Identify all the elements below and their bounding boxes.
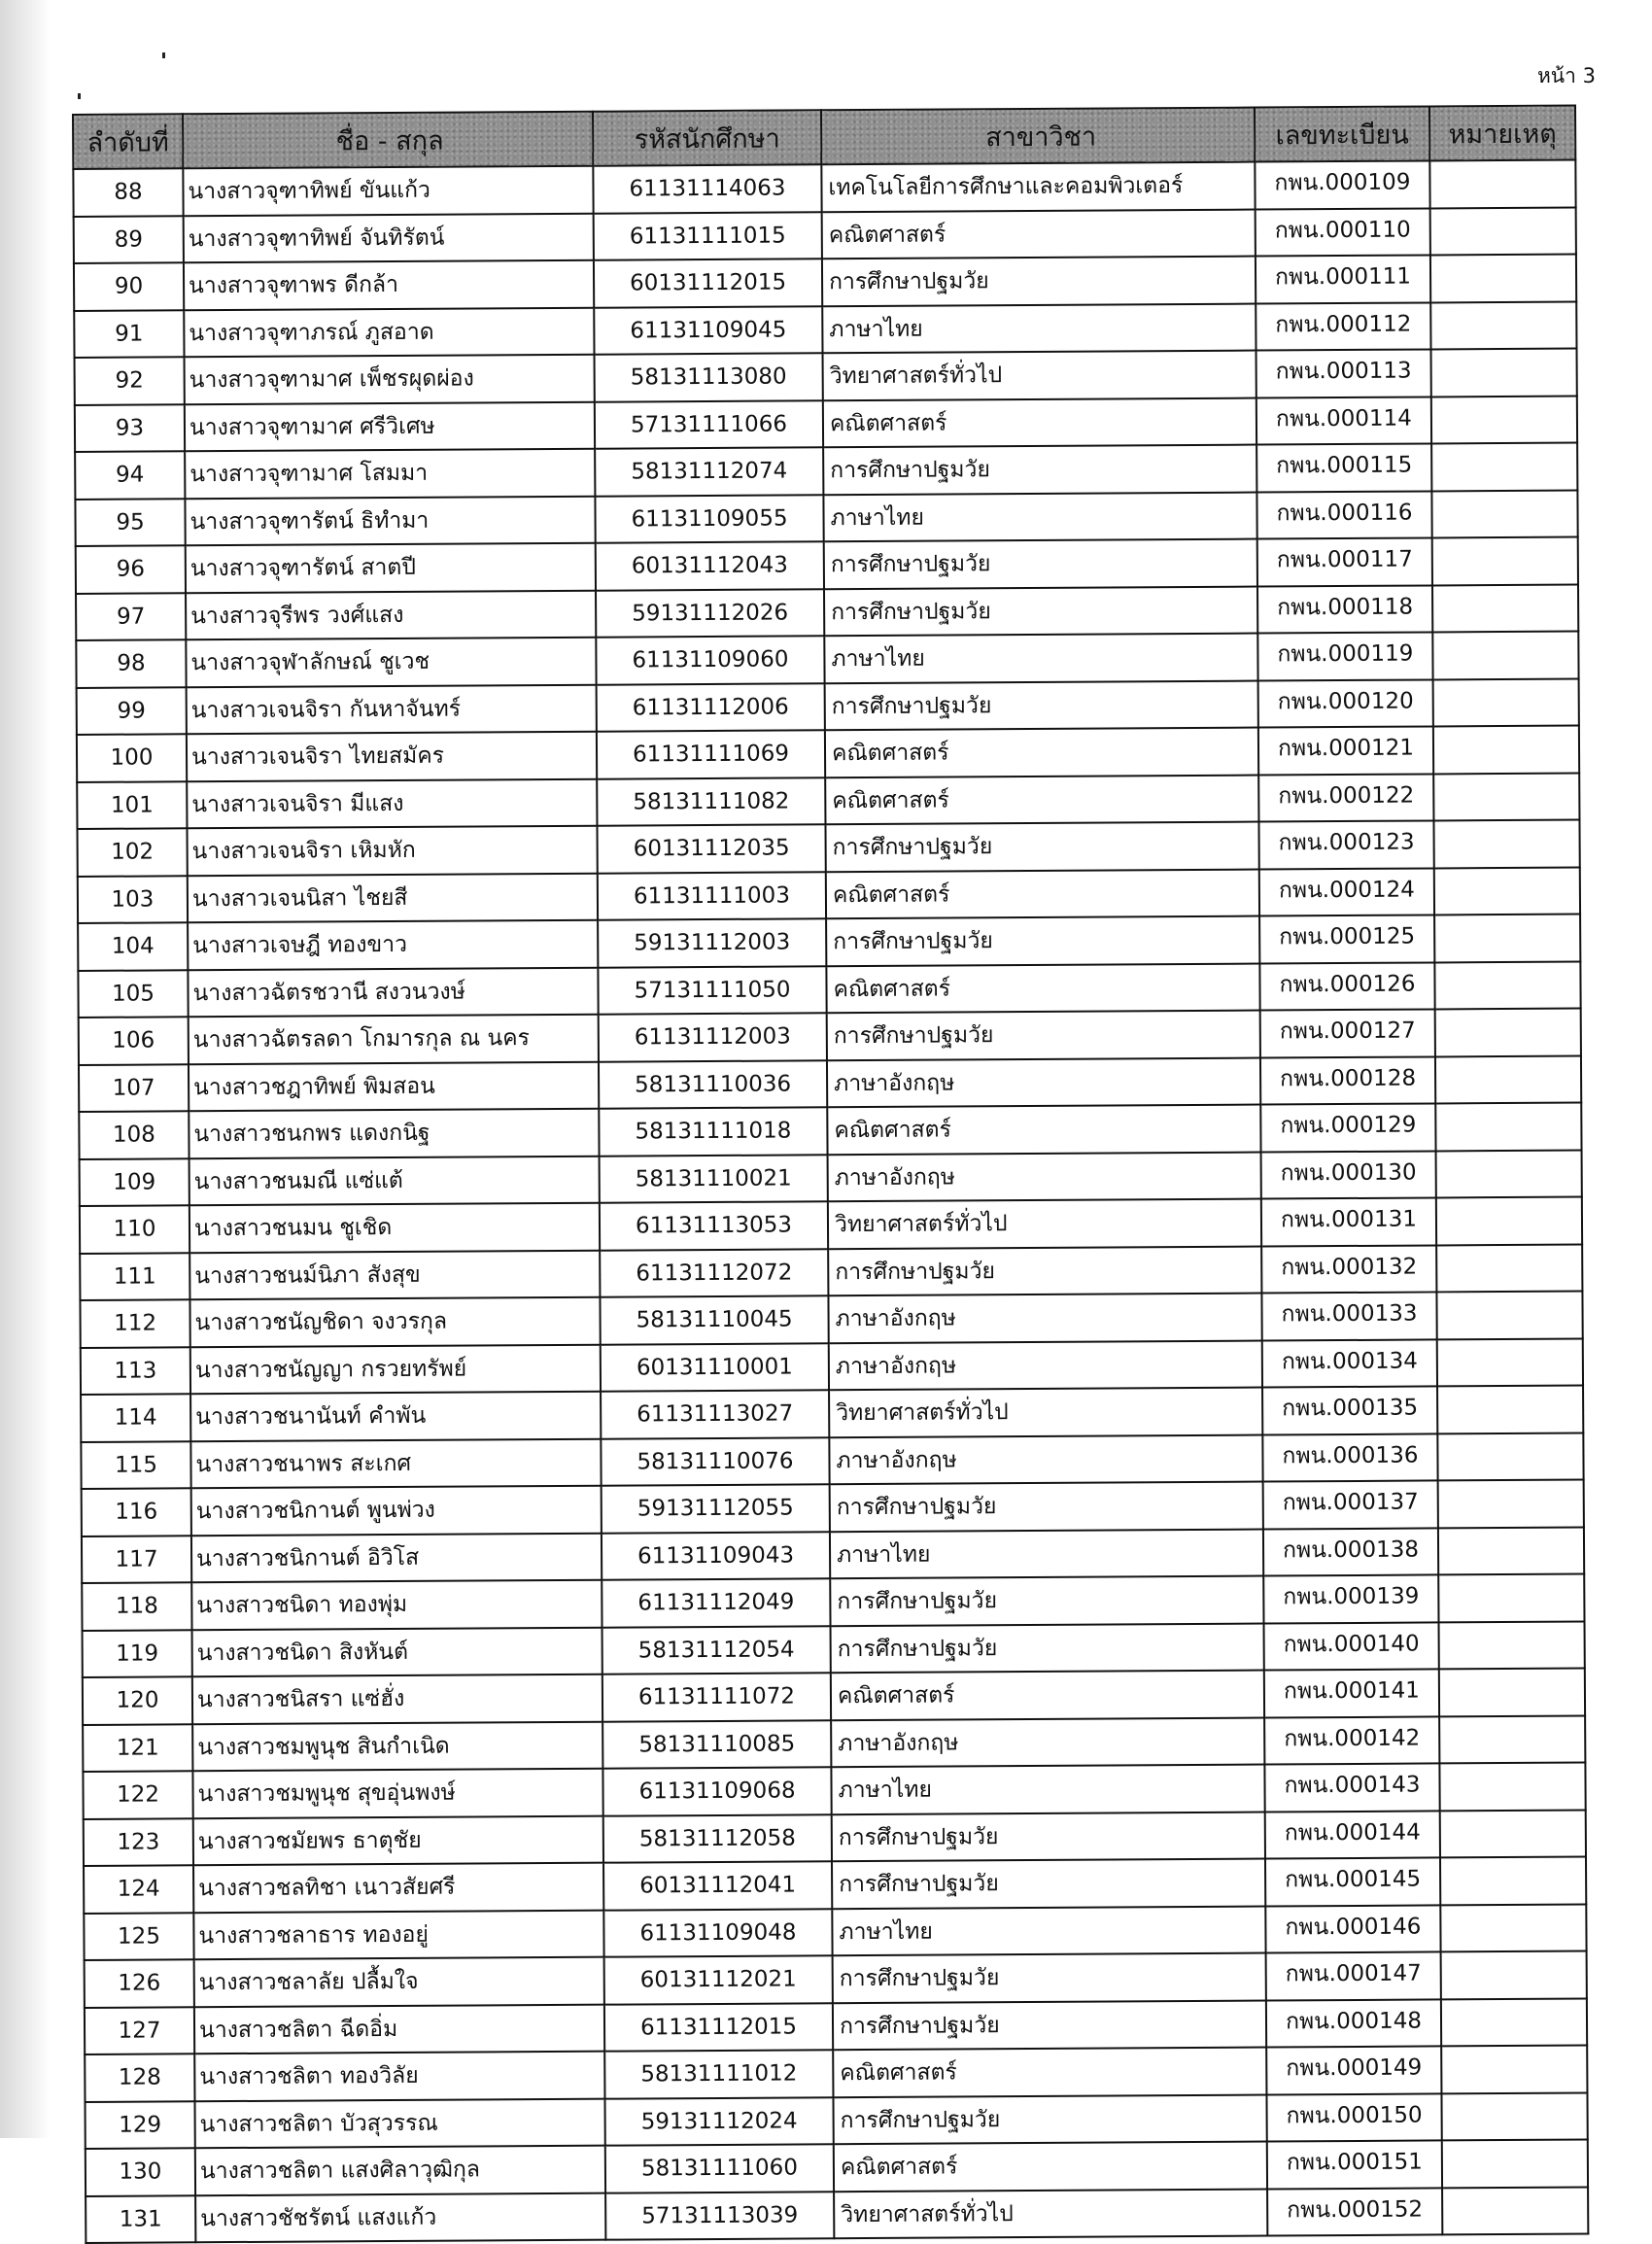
cell-no: 101 <box>77 781 187 829</box>
cell-name: นางสาวฉัตรชวานี สงวนวงษ์ <box>188 967 598 1017</box>
scan-speck <box>78 93 81 99</box>
cell-subject: ภาษาไทย <box>830 1529 1263 1578</box>
cell-remark <box>1436 1244 1582 1292</box>
cell-registration: กพน.000136 <box>1262 1433 1437 1482</box>
cell-subject: การศึกษาปฐมวัย <box>824 586 1257 636</box>
cell-name: นางสาวชลทิชา เนาวสัยศรี <box>193 1863 603 1913</box>
cell-student-id: 60131112035 <box>597 824 825 873</box>
cell-no: 93 <box>75 404 185 452</box>
cell-no: 103 <box>78 876 188 923</box>
cell-registration: กพน.000117 <box>1257 537 1432 586</box>
cell-name: นางสาวชนิสรา แซ่ฮั่ง <box>192 1674 602 1724</box>
cell-name: นางสาวชฎาทิพย์ พิมสอน <box>189 1061 599 1111</box>
cell-no: 122 <box>83 1771 192 1818</box>
cell-registration: กพน.000143 <box>1264 1763 1439 1812</box>
cell-student-id: 59131112003 <box>598 918 826 967</box>
cell-registration: กพน.000115 <box>1256 443 1431 492</box>
cell-name: นางสาวชมพูนุช สุขอุ่นพงษ์ <box>192 1769 602 1818</box>
cell-remark <box>1430 207 1576 255</box>
cell-registration: กพน.000130 <box>1261 1151 1436 1199</box>
cell-registration: กพน.000125 <box>1259 915 1434 963</box>
cell-no: 100 <box>77 734 187 781</box>
cell-subject: การศึกษาปฐมวัย <box>833 1953 1266 2003</box>
cell-name: นางสาวจุฑาภรณ์ ภูสอาด <box>184 307 594 357</box>
cell-registration: กพน.000121 <box>1258 726 1433 775</box>
cell-registration: กพน.000148 <box>1266 1999 1441 2048</box>
cell-student-id: 58131111018 <box>599 1107 827 1156</box>
cell-no: 92 <box>75 357 185 404</box>
cell-remark <box>1435 1103 1581 1151</box>
cell-registration: กพน.000126 <box>1259 962 1434 1011</box>
cell-registration: กพน.000137 <box>1263 1480 1438 1529</box>
cell-subject: คณิตศาสตร์ <box>833 2048 1266 2097</box>
cell-registration: กพน.000120 <box>1258 679 1433 728</box>
cell-registration: กพน.000139 <box>1263 1574 1438 1623</box>
table-header-row <box>73 106 1575 169</box>
cell-student-id: 58131110085 <box>602 1720 831 1769</box>
cell-no: 104 <box>78 922 188 970</box>
cell-student-id: 58131112074 <box>595 447 823 496</box>
cell-registration: กพน.000113 <box>1256 349 1431 397</box>
cell-student-id: 57131111050 <box>598 966 826 1015</box>
cell-subject: เทคโนโลยีการศึกษาและคอมพิวเตอร์ <box>821 162 1255 212</box>
cell-registration: กพน.000129 <box>1260 1103 1435 1152</box>
cell-student-id: 61131109048 <box>603 1909 832 1957</box>
cell-remark <box>1435 1055 1581 1103</box>
header-remark: หมายเหตุ <box>1429 106 1575 161</box>
cell-subject: ภาษาไทย <box>823 492 1256 541</box>
cell-name: นางสาวเจษฎี ทองขาว <box>188 920 598 970</box>
cell-student-id: 60131112043 <box>596 541 824 590</box>
cell-remark <box>1434 867 1580 915</box>
cell-student-id: 61131112072 <box>600 1249 828 1297</box>
cell-student-id: 60131112041 <box>603 1861 832 1910</box>
cell-registration: กพน.000124 <box>1259 868 1434 916</box>
cell-subject: คณิตศาสตร์ <box>826 869 1259 918</box>
cell-remark <box>1438 1574 1584 1622</box>
cell-name: นางสาวชลิตา แสงศิลาวุฒิกุล <box>195 2146 605 2195</box>
cell-subject: วิทยาศาสตร์ทั่วไป <box>829 1388 1262 1437</box>
cell-name: นางสาวเจนจิรา กันหาจันทร์ <box>187 684 597 734</box>
cell-no: 115 <box>81 1441 190 1489</box>
cell-subject: คณิตศาสตร์ <box>831 1671 1264 1720</box>
header-registration: เลขทะเบียน <box>1255 106 1429 161</box>
cell-name: นางสาวจุฑามาศ เพ็ชรผุดผ่อง <box>185 355 595 404</box>
cell-registration: กพน.000135 <box>1262 1386 1437 1434</box>
cell-student-id: 61131114063 <box>593 164 821 213</box>
cell-no: 121 <box>83 1724 192 1772</box>
cell-student-id: 61131112006 <box>597 683 825 732</box>
cell-subject: การศึกษาปฐมวัย <box>830 1576 1263 1626</box>
cell-registration: กพน.000112 <box>1256 302 1430 351</box>
cell-student-id: 57131111066 <box>595 400 823 449</box>
cell-no: 131 <box>86 2195 195 2243</box>
cell-student-id: 61131113027 <box>601 1390 829 1438</box>
cell-subject: ภาษาอังกฤษ <box>829 1434 1262 1484</box>
cell-registration: กพน.000150 <box>1266 2093 1441 2142</box>
cell-registration: กพน.000140 <box>1264 1622 1439 1671</box>
header-no: ลำดับที่ <box>73 114 183 169</box>
cell-subject: คณิตศาสตร์ <box>823 397 1256 447</box>
cell-no: 95 <box>75 499 185 546</box>
cell-subject: ภาษาอังกฤษ <box>829 1340 1262 1390</box>
cell-name: นางสาวชนกพร แดงกนิฐ <box>189 1109 599 1158</box>
cell-subject: วิทยาศาสตร์ทั่วไป <box>828 1199 1261 1249</box>
cell-registration: กพน.000149 <box>1266 2046 1441 2094</box>
cell-student-id: 58131113080 <box>595 353 823 401</box>
cell-remark <box>1431 490 1577 537</box>
cell-remark <box>1442 2140 1588 2188</box>
cell-student-id: 61131112003 <box>599 1013 827 1061</box>
cell-student-id: 58131112054 <box>602 1626 831 1674</box>
cell-remark <box>1433 678 1579 726</box>
header-name: ชื่อ - สกุล <box>183 112 593 169</box>
cell-subject: ภาษาอังกฤษ <box>831 1717 1264 1767</box>
cell-no: 94 <box>75 451 185 499</box>
cell-no: 118 <box>82 1582 191 1630</box>
cell-no: 89 <box>74 216 184 263</box>
cell-no: 117 <box>82 1536 191 1583</box>
cell-registration: กพน.000145 <box>1265 1857 1440 1906</box>
cell-name: นางสาวชนัญญา กรวยทรัพย์ <box>190 1344 601 1394</box>
cell-name: นางสาวจุฑาทิพย์ จันทิรัตน์ <box>184 213 594 262</box>
cell-no: 108 <box>79 1111 189 1158</box>
cell-remark <box>1433 820 1579 868</box>
cell-registration: กพน.000119 <box>1257 632 1432 680</box>
cell-name: นางสาวเจนจิรา ไทยสมัคร <box>187 732 597 781</box>
cell-student-id: 58131111082 <box>597 777 825 826</box>
cell-student-id: 61131111069 <box>597 730 825 778</box>
cell-remark <box>1431 349 1577 397</box>
cell-no: 90 <box>74 262 184 310</box>
cell-name: นางสาวชนิดา ทองพุ่ม <box>191 1580 602 1630</box>
cell-name: นางสาวชนมน ชูเชิด <box>189 1203 600 1253</box>
cell-student-id: 61131112015 <box>604 2003 833 2052</box>
cell-name: นางสาวชลิตา บัวสุวรรณ <box>194 2098 604 2148</box>
cell-remark <box>1435 1009 1581 1056</box>
cell-registration: กพน.000146 <box>1265 1905 1440 1953</box>
cell-remark <box>1432 584 1578 632</box>
cell-remark <box>1440 1810 1586 1857</box>
page-number: หน้า 3 <box>1536 64 1596 87</box>
cell-student-id: 58131110021 <box>600 1155 828 1203</box>
cell-student-id: 58131111012 <box>604 2050 833 2098</box>
cell-subject: คณิตศาสตร์ <box>826 963 1259 1013</box>
cell-student-id: 58131110076 <box>601 1437 829 1486</box>
cell-subject: การศึกษาปฐมวัย <box>826 916 1259 966</box>
cell-remark <box>1432 537 1578 585</box>
cell-no: 120 <box>83 1676 192 1724</box>
cell-subject: การศึกษาปฐมวัย <box>832 1859 1265 1909</box>
cell-remark <box>1438 1480 1584 1528</box>
scan-speck <box>162 52 165 58</box>
cell-student-id: 61131111072 <box>602 1673 831 1721</box>
cell-remark <box>1441 1951 1587 1999</box>
cell-student-id: 58131110045 <box>600 1295 828 1344</box>
cell-name: นางสาวชลาลัย ปลื้มใจ <box>194 1957 604 2007</box>
cell-name: นางสาวชนัญชิดา จงวรกุล <box>189 1297 600 1347</box>
cell-name: นางสาวเจนนิสา ไชยสี <box>188 873 598 922</box>
cell-subject: ภาษาไทย <box>822 303 1256 353</box>
cell-name: นางสาวฉัตรลดา โกมารกุล ณ นคร <box>189 1015 599 1064</box>
cell-name: นางสาวชมพูนุช สินกำเนิด <box>192 1721 602 1771</box>
cell-name: นางสาวชนมณี แซ่แต้ <box>189 1156 600 1205</box>
cell-subject: ภาษาไทย <box>824 634 1257 683</box>
header-student-id: รหัสนักศึกษา <box>593 110 821 165</box>
cell-remark <box>1440 1857 1586 1905</box>
cell-name: นางสาวชนานันท์ คำพัน <box>190 1392 601 1441</box>
cell-registration: กพน.000110 <box>1256 208 1430 257</box>
cell-name: นางสาวจุฑามาศ ศรีวิเศษ <box>185 401 595 451</box>
cell-subject: คณิตศาสตร์ <box>827 1105 1260 1155</box>
cell-registration: กพน.000131 <box>1261 1197 1436 1246</box>
cell-student-id: 61131111003 <box>598 872 826 920</box>
scan-page-edge <box>0 0 51 2138</box>
cell-registration: กพน.000122 <box>1258 774 1433 822</box>
cell-registration: กพน.000133 <box>1261 1292 1436 1340</box>
cell-registration: กพน.000132 <box>1261 1245 1436 1294</box>
cell-subject: การศึกษาปฐมวัย <box>827 1011 1260 1060</box>
cell-remark <box>1431 396 1577 443</box>
cell-remark <box>1431 443 1577 491</box>
cell-name: นางสาวชนิดา สิงหันต์ <box>192 1627 602 1676</box>
cell-name: นางสาวชนม์นิภา สังสุข <box>189 1250 600 1299</box>
cell-student-id: 61131111015 <box>594 212 822 260</box>
cell-remark <box>1437 1433 1583 1480</box>
cell-name: นางสาวจุฑารัตน์ สาตปี <box>186 543 596 593</box>
cell-no: 128 <box>85 2054 194 2101</box>
cell-remark <box>1434 961 1580 1009</box>
cell-registration: กพน.000151 <box>1267 2140 1442 2189</box>
cell-subject: คณิตศาสตร์ <box>825 775 1258 824</box>
cell-student-id: 61131109055 <box>595 495 823 543</box>
cell-student-id: 58131110036 <box>599 1060 827 1109</box>
cell-student-id: 61131112049 <box>602 1578 830 1627</box>
cell-subject: วิทยาศาสตร์ทั่วไป <box>823 351 1256 400</box>
cell-name: นางสาวชลาธาร ทองอยู่ <box>193 1910 603 1959</box>
cell-subject: ภาษาอังกฤษ <box>827 1057 1260 1107</box>
cell-no: 105 <box>78 970 188 1018</box>
cell-remark <box>1434 915 1580 962</box>
cell-no: 91 <box>74 310 184 358</box>
cell-name: นางสาวจุฑามาศ โสมมา <box>185 449 595 499</box>
cell-registration: กพน.000134 <box>1262 1339 1437 1388</box>
cell-subject: คณิตศาสตร์ <box>822 209 1256 259</box>
cell-no: 102 <box>77 828 187 876</box>
cell-registration: กพน.000114 <box>1256 397 1431 445</box>
cell-name: นางสาวจุฑาทิพย์ ขันแก้ว <box>183 166 593 216</box>
cell-name: นางสาวจุฬาลักษณ์ ชูเวช <box>186 638 596 687</box>
cell-name: นางสาวชัชรัตน์ แสงแก้ว <box>195 2192 605 2242</box>
cell-no: 114 <box>81 1394 190 1441</box>
cell-student-id: 60131112021 <box>604 1955 833 2004</box>
cell-name: นางสาวเจนจิรา มีแสง <box>187 778 597 828</box>
student-roster-table <box>72 105 1589 2244</box>
cell-remark <box>1436 1150 1582 1197</box>
cell-no: 119 <box>83 1630 192 1677</box>
cell-remark <box>1432 632 1578 679</box>
cell-subject: วิทยาศาสตร์ทั่วไป <box>834 2189 1267 2238</box>
cell-no: 88 <box>73 168 183 216</box>
cell-remark <box>1439 1763 1585 1811</box>
cell-no: 97 <box>76 593 186 640</box>
cell-registration: กพน.000116 <box>1256 491 1431 539</box>
cell-name: นางสาวจุรีพร วงศ์แสง <box>186 590 596 639</box>
cell-no: 106 <box>79 1017 189 1064</box>
cell-remark <box>1440 1904 1586 1951</box>
cell-student-id: 57131113039 <box>605 2192 834 2240</box>
cell-remark <box>1439 1715 1585 1763</box>
cell-no: 113 <box>81 1347 190 1395</box>
cell-registration: กพน.000142 <box>1264 1716 1439 1765</box>
cell-subject: การศึกษาปฐมวัย <box>822 257 1256 306</box>
cell-remark <box>1437 1386 1583 1433</box>
cell-subject: ภาษาอังกฤษ <box>828 1152 1261 1201</box>
cell-student-id: 59131112055 <box>602 1484 830 1533</box>
cell-remark <box>1439 1621 1585 1669</box>
cell-remark <box>1429 160 1575 208</box>
cell-no: 116 <box>82 1488 191 1536</box>
cell-registration: กพน.000109 <box>1255 160 1429 209</box>
cell-remark <box>1430 255 1576 302</box>
cell-no: 125 <box>84 1913 193 1960</box>
cell-registration: กพน.000138 <box>1263 1528 1438 1576</box>
cell-no: 124 <box>84 1865 193 1913</box>
cell-subject: คณิตศาสตร์ <box>834 2142 1267 2192</box>
cell-remark <box>1442 2187 1588 2234</box>
cell-subject: คณิตศาสตร์ <box>825 728 1258 777</box>
cell-no: 99 <box>77 687 187 735</box>
cell-subject: การศึกษาปฐมวัย <box>825 680 1258 730</box>
cell-student-id: 61131109045 <box>594 306 822 355</box>
cell-name: นางสาวชนาพร สะเกศ <box>190 1438 601 1488</box>
cell-remark <box>1433 773 1579 820</box>
cell-registration: กพน.000123 <box>1258 820 1433 869</box>
cell-subject: ภาษาไทย <box>831 1765 1264 1814</box>
cell-no: 96 <box>76 545 186 593</box>
table-row <box>86 2187 1588 2243</box>
cell-no: 130 <box>86 2148 195 2195</box>
cell-student-id: 60131112015 <box>594 259 822 307</box>
cell-registration: กพน.000141 <box>1264 1669 1439 1717</box>
cell-no: 127 <box>85 2007 194 2054</box>
cell-subject: ภาษาไทย <box>832 1906 1265 1955</box>
cell-student-id: 61131109060 <box>596 636 824 684</box>
cell-subject: การศึกษาปฐมวัย <box>828 1246 1261 1295</box>
cell-student-id: 59131112026 <box>596 589 824 638</box>
cell-no: 129 <box>85 2101 194 2149</box>
cell-student-id: 59131112024 <box>604 2097 833 2146</box>
cell-registration: กพน.000152 <box>1267 2188 1442 2236</box>
cell-subject: การศึกษาปฐมวัย <box>833 2094 1266 2144</box>
cell-remark <box>1437 1338 1583 1386</box>
cell-remark <box>1433 726 1579 774</box>
cell-no: 109 <box>80 1158 189 1206</box>
header-subject: สาขาวิชา <box>821 108 1255 165</box>
table-body <box>73 160 1588 2243</box>
cell-remark <box>1441 1998 1587 2046</box>
cell-subject: ภาษาอังกฤษ <box>828 1294 1261 1343</box>
cell-name: นางสาวชลิตา ทองวิลัย <box>194 2052 604 2101</box>
cell-no: 107 <box>79 1064 189 1112</box>
cell-student-id: 60131110001 <box>601 1343 829 1392</box>
cell-no: 112 <box>80 1299 189 1347</box>
cell-remark <box>1438 1527 1584 1574</box>
cell-name: นางสาวจุฑารัตน์ ธิทำมา <box>185 496 595 545</box>
cell-subject: การศึกษาปฐมวัย <box>825 822 1258 872</box>
cell-no: 111 <box>80 1253 189 1300</box>
cell-no: 98 <box>76 639 186 687</box>
cell-registration: กพน.000144 <box>1265 1811 1440 1859</box>
cell-registration: กพน.000147 <box>1266 1951 1441 2000</box>
cell-name: นางสาวชนิกานต์ พูนพ่วง <box>191 1486 602 1536</box>
cell-student-id: 61131109043 <box>602 1532 830 1580</box>
cell-student-id: 61131113053 <box>600 1201 828 1250</box>
cell-remark <box>1441 2092 1587 2140</box>
cell-registration: กพน.000118 <box>1257 585 1432 634</box>
cell-subject: การศึกษาปฐมวัย <box>830 1482 1263 1532</box>
cell-subject: การศึกษาปฐมวัย <box>823 445 1256 495</box>
cell-name: นางสาวชนิกานต์ อิวิโส <box>191 1533 602 1582</box>
cell-subject: การศึกษาปฐมวัย <box>831 1623 1264 1673</box>
cell-remark <box>1439 1669 1585 1716</box>
cell-name: นางสาวเจนจิรา เหิมหัก <box>187 826 597 876</box>
cell-student-id: 61131109068 <box>602 1767 831 1815</box>
cell-registration: กพน.000111 <box>1256 255 1430 303</box>
cell-name: นางสาวจุฑาพร ดีกล้า <box>184 260 594 310</box>
cell-student-id: 58131111060 <box>605 2144 834 2192</box>
cell-name: นางสาวชลิตา ฉีดอิ่ม <box>194 2004 604 2054</box>
cell-subject: การศึกษาปฐมวัย <box>824 539 1257 589</box>
cell-registration: กพน.000127 <box>1260 1009 1435 1057</box>
cell-name: นางสาวชมัยพร ธาตุชัย <box>193 1815 603 1865</box>
cell-remark <box>1441 2046 1587 2093</box>
cell-no: 126 <box>85 1959 194 2007</box>
cell-no: 123 <box>84 1818 193 1866</box>
cell-remark <box>1430 301 1576 349</box>
cell-registration: กพน.000128 <box>1260 1056 1435 1105</box>
cell-remark <box>1436 1197 1582 1245</box>
cell-no: 110 <box>80 1205 189 1253</box>
cell-subject: การศึกษาปฐมวัย <box>832 1812 1265 1861</box>
cell-remark <box>1436 1292 1582 1339</box>
cell-student-id: 58131112058 <box>603 1814 832 1863</box>
cell-subject: การศึกษาปฐมวัย <box>833 2000 1266 2050</box>
